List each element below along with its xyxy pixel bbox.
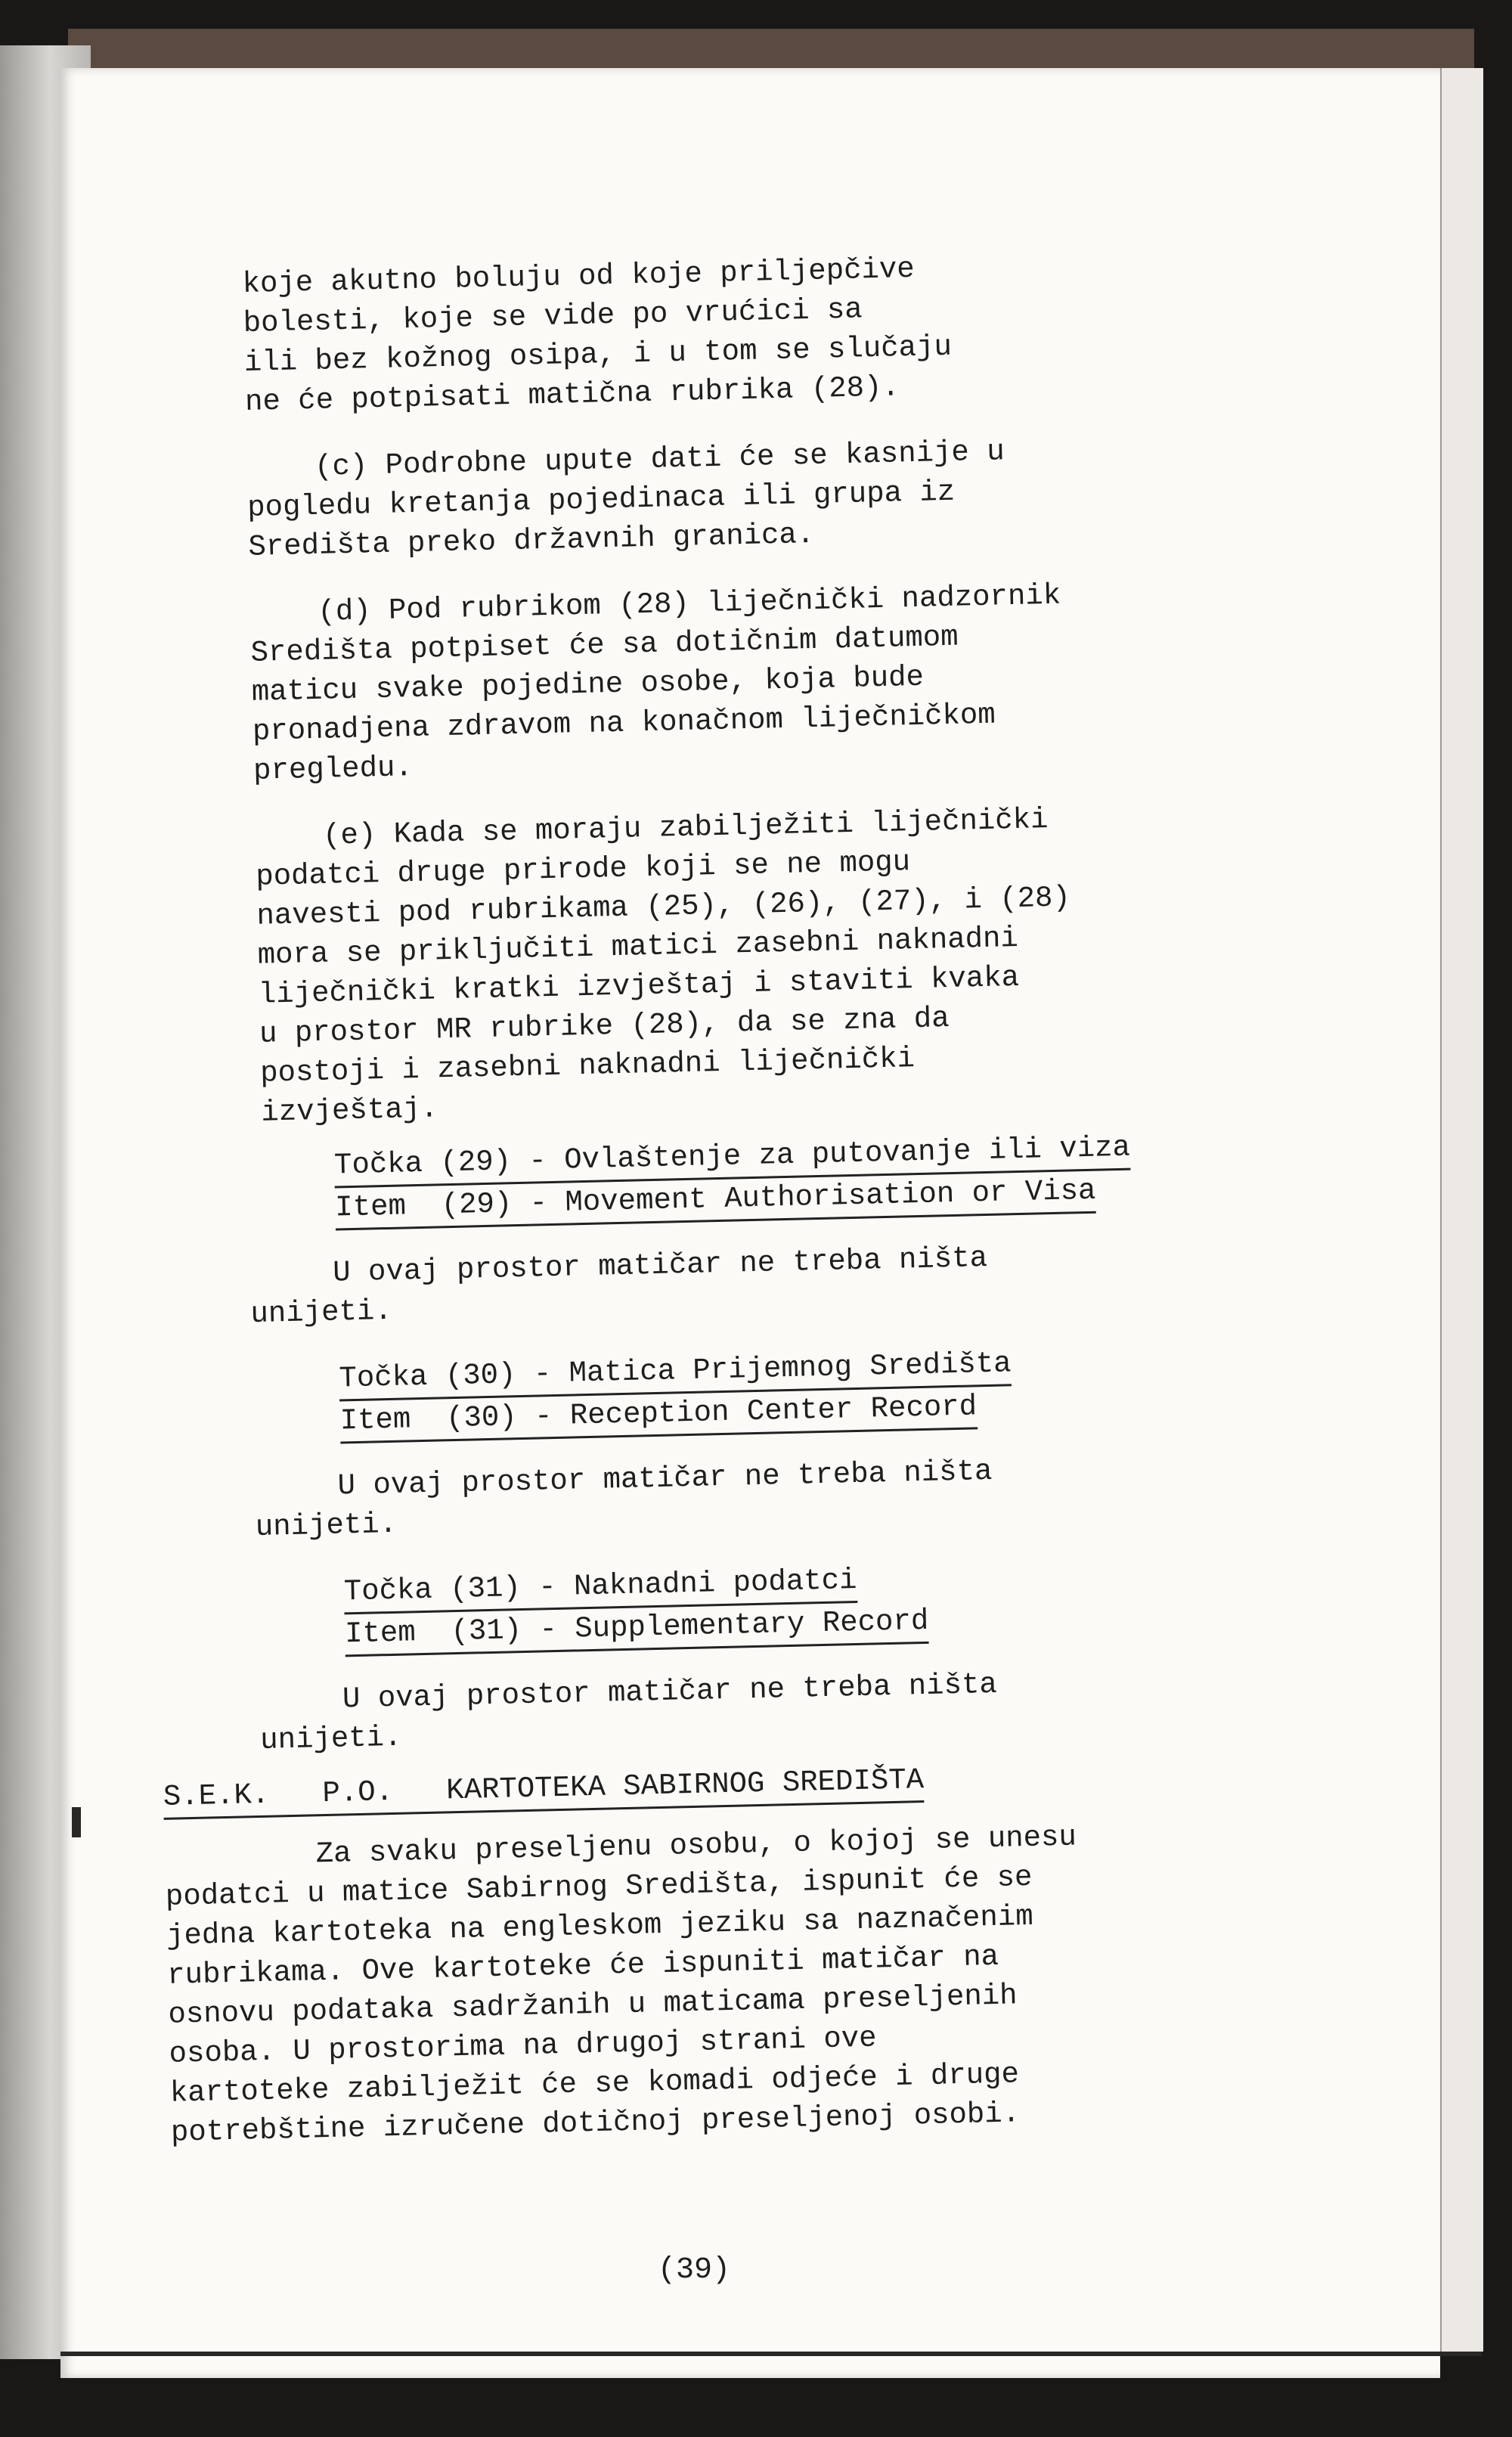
- paragraph-e: [255, 794, 1335, 1133]
- text-line: kartoteke zabilježit će se komadi odjeće i druge: [169, 2057, 1020, 2110]
- section-heading-text: S.E.K. P.O. KARTOTEKA SABIRNOG SREDIŠTA: [163, 1760, 924, 1820]
- text-line: izvještaj.: [260, 1092, 438, 1130]
- text-line: (e) Kada se moraju zabilježiti liječnički: [322, 802, 1049, 853]
- text-line: osoba. U prostorima na drugoj strani ove: [169, 2021, 878, 2071]
- text-line: ne će potpisati matična rubrika (28).: [244, 371, 900, 419]
- text-line: unijeti.: [259, 1720, 402, 1757]
- text-line: pregledu.: [253, 751, 414, 788]
- text-line: U ovaj prostor matičar ne treba ništa: [342, 1667, 998, 1716]
- item-31-title-en: Item (31) - Supplementary Record: [345, 1601, 929, 1657]
- text-line: Središta preko državnih granica.: [247, 517, 815, 564]
- page-bottom-edge: [60, 2352, 1482, 2356]
- text-line: podatci u matice Sabirnog Središta, ispunit će se: [165, 1860, 1033, 1914]
- text-line: potrebštine izručene dotičnoj preseljenoj osobi.: [170, 2097, 1021, 2150]
- paragraph-d: [249, 570, 1328, 791]
- text-line: (c) Podrobne upute dati će se kasnije u: [314, 435, 1005, 484]
- page-stack-edge: [1440, 68, 1483, 2352]
- text-line: pronadjena zdravom na konačnom liječničkom: [252, 698, 996, 749]
- item-29-title-en: Item (29) - Movement Authorisation or Visa: [335, 1171, 1096, 1231]
- text-line: mora se priključiti matici zasebni naknadni: [257, 921, 1019, 972]
- paragraph-continuation: [242, 240, 1318, 422]
- text-line: U ovaj prostor matičar ne treba ništa: [332, 1241, 988, 1290]
- text-line: bolesti, koje se vide po vrućici sa: [243, 293, 863, 340]
- text-line: koje akutno boluju od koje priljepčive: [242, 252, 916, 301]
- text-line: (d) Pod rubrikom (28) liječnički nadzornik: [317, 578, 1061, 629]
- text-line: podatci druge prirode koji se ne mogu: [255, 845, 911, 894]
- text-line: U ovaj prostor matičar ne treba ništa: [337, 1454, 993, 1503]
- text-line: pogledu kretanja pojedinaca ili grupa iz: [246, 475, 956, 525]
- text-line: Za svaku preseljenu osobu, o kojoj se unesu: [315, 1820, 1077, 1871]
- text-line: maticu svake pojedine osobe, koja bude: [251, 660, 925, 709]
- text-line: u prostor MR rubrike (28), da se zna da: [259, 1002, 950, 1051]
- text-line: jedna kartoteka na engleskom jeziku sa naznačenim: [166, 1899, 1034, 1953]
- text-line: osnovu podataka sadržanih u maticama preseljenih: [167, 1979, 1018, 2032]
- page-number: (39): [658, 2253, 731, 2287]
- item-30-title-en: Item (30) - Reception Center Record: [339, 1387, 978, 1443]
- text-line: ili bez kožnog osipa, i u tom se slučaju: [243, 330, 953, 380]
- book-cover-top: [68, 29, 1474, 74]
- section-body: [164, 1811, 1358, 2153]
- text-line: navesti pod rubrikama (25), (26), (27), i (28): [256, 881, 1071, 933]
- page-text: [163, 240, 1358, 2150]
- text-line: liječnički kratki izvještaj i staviti kvaka: [258, 960, 1020, 1012]
- text-line: unijeti.: [255, 1507, 398, 1545]
- page-margin-mark: [72, 1807, 81, 1837]
- text-line: postoji i zasebni naknadni liječnički: [259, 1042, 916, 1090]
- text-line: unijeti.: [249, 1294, 393, 1332]
- text-line: Središta potpiset će sa dotičnim datumom: [250, 620, 959, 670]
- text-line: rubrikama. Ove kartoteke će ispuniti matičar na: [166, 1939, 999, 1992]
- item-30-title-hr: Točka (30) - Matica Prijemnog Središta: [339, 1344, 1012, 1401]
- item-31-title-hr: Točka (31) - Naknadni podatci: [343, 1561, 857, 1614]
- item-29-title-hr: Točka (29) - Ovlaštenje za putovanje ili viza: [333, 1128, 1130, 1189]
